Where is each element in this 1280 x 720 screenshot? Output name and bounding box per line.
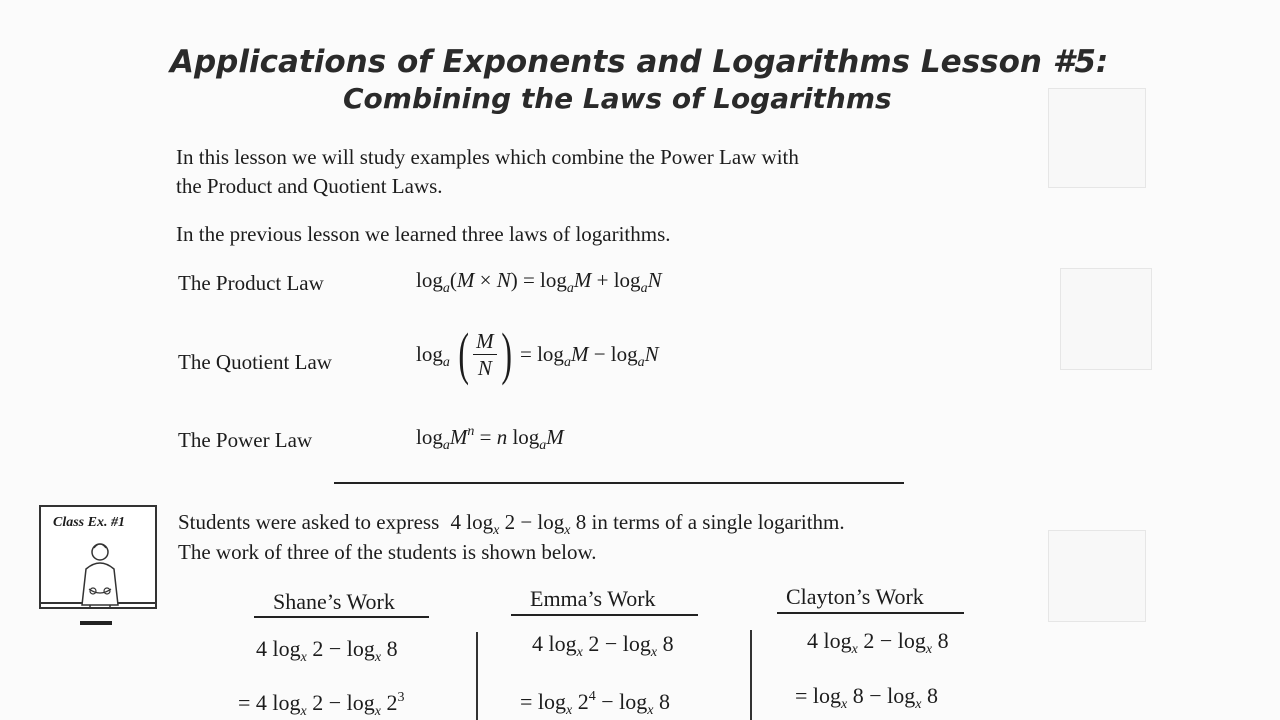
shane-heading-underline (254, 616, 429, 618)
bleed-box-3 (1048, 530, 1146, 622)
quotient-law-formula: $\log_a$ ( $\frac{M}{N}$ ) = $\log_aM - \log_aN$ (416, 321, 659, 386)
prompt-text-start: Students were asked to express (178, 510, 445, 534)
clayton-work-line-1: 4 $\log_x 2 - \log_x 8$ (807, 628, 949, 657)
class-example-line-2: The work of three of the students is shown below. (178, 540, 597, 564)
clayton-work-heading: Clayton’s Work (786, 584, 924, 609)
shane-work-heading: Shane’s Work (273, 589, 395, 614)
previous-lesson-text: In the previous lesson we learned three laws of logarithms. (176, 222, 671, 246)
bleed-box-2 (1060, 268, 1152, 370)
product-law-formula: $\log_a(M \times N) = \log_aM + \log_aN$ (416, 268, 662, 296)
expression-to-combine: 4 $\log_x 2 - \log_x 8$ (450, 510, 592, 538)
bleed-box-1 (1048, 88, 1146, 188)
section-divider (334, 482, 904, 484)
fraction-m-over-n: ( $\frac{M}{N}$ ) (458, 321, 512, 386)
emma-work-line-1: 4 $\log_x 2 - \log_x 8$ (532, 631, 674, 660)
emma-heading-underline (511, 614, 698, 616)
quotient-law-name: The Quotient Law (178, 350, 332, 374)
lesson-subtitle: Combining the Laws of Logarithms (343, 82, 892, 115)
class-example-prompt (178, 508, 845, 537)
intro-text (176, 143, 799, 201)
column-separator-2 (750, 630, 752, 720)
power-law-formula: $\log_aM^n = n$ $\log_aM$ (416, 424, 564, 453)
intro-line-2: the Product and Quotient Laws. (176, 174, 443, 198)
teacher-icon (41, 507, 155, 607)
emma-work-line-2: = $\log_x 2^4 - \log_x 8$ (520, 689, 670, 718)
prompt-text-end: in terms of a single logarithm. (591, 510, 845, 534)
class-example-box (39, 505, 157, 609)
product-law-name: The Product Law (178, 271, 324, 295)
lesson-title: Applications of Exponents and Logarithms Lesson #5: (170, 44, 1109, 80)
shane-work-line-1: 4 $\log_x 2 - \log_x 8$ (256, 636, 398, 665)
column-separator-1 (476, 632, 478, 720)
shane-work-line-2: = 4 $\log_x 2 - \log_x 2^3$ (238, 690, 405, 719)
figure-feet-base (80, 621, 112, 625)
emma-work-heading: Emma’s Work (530, 586, 656, 611)
class-example-label: Class Ex. #1 (53, 515, 125, 530)
clayton-work-line-2: = $\log_x 8 - \log_x 8$ (795, 683, 938, 712)
clayton-heading-underline (777, 612, 964, 614)
intro-line-1: In this lesson we will study examples which combine the Power Law with (176, 145, 799, 169)
power-law-name: The Power Law (178, 428, 313, 452)
